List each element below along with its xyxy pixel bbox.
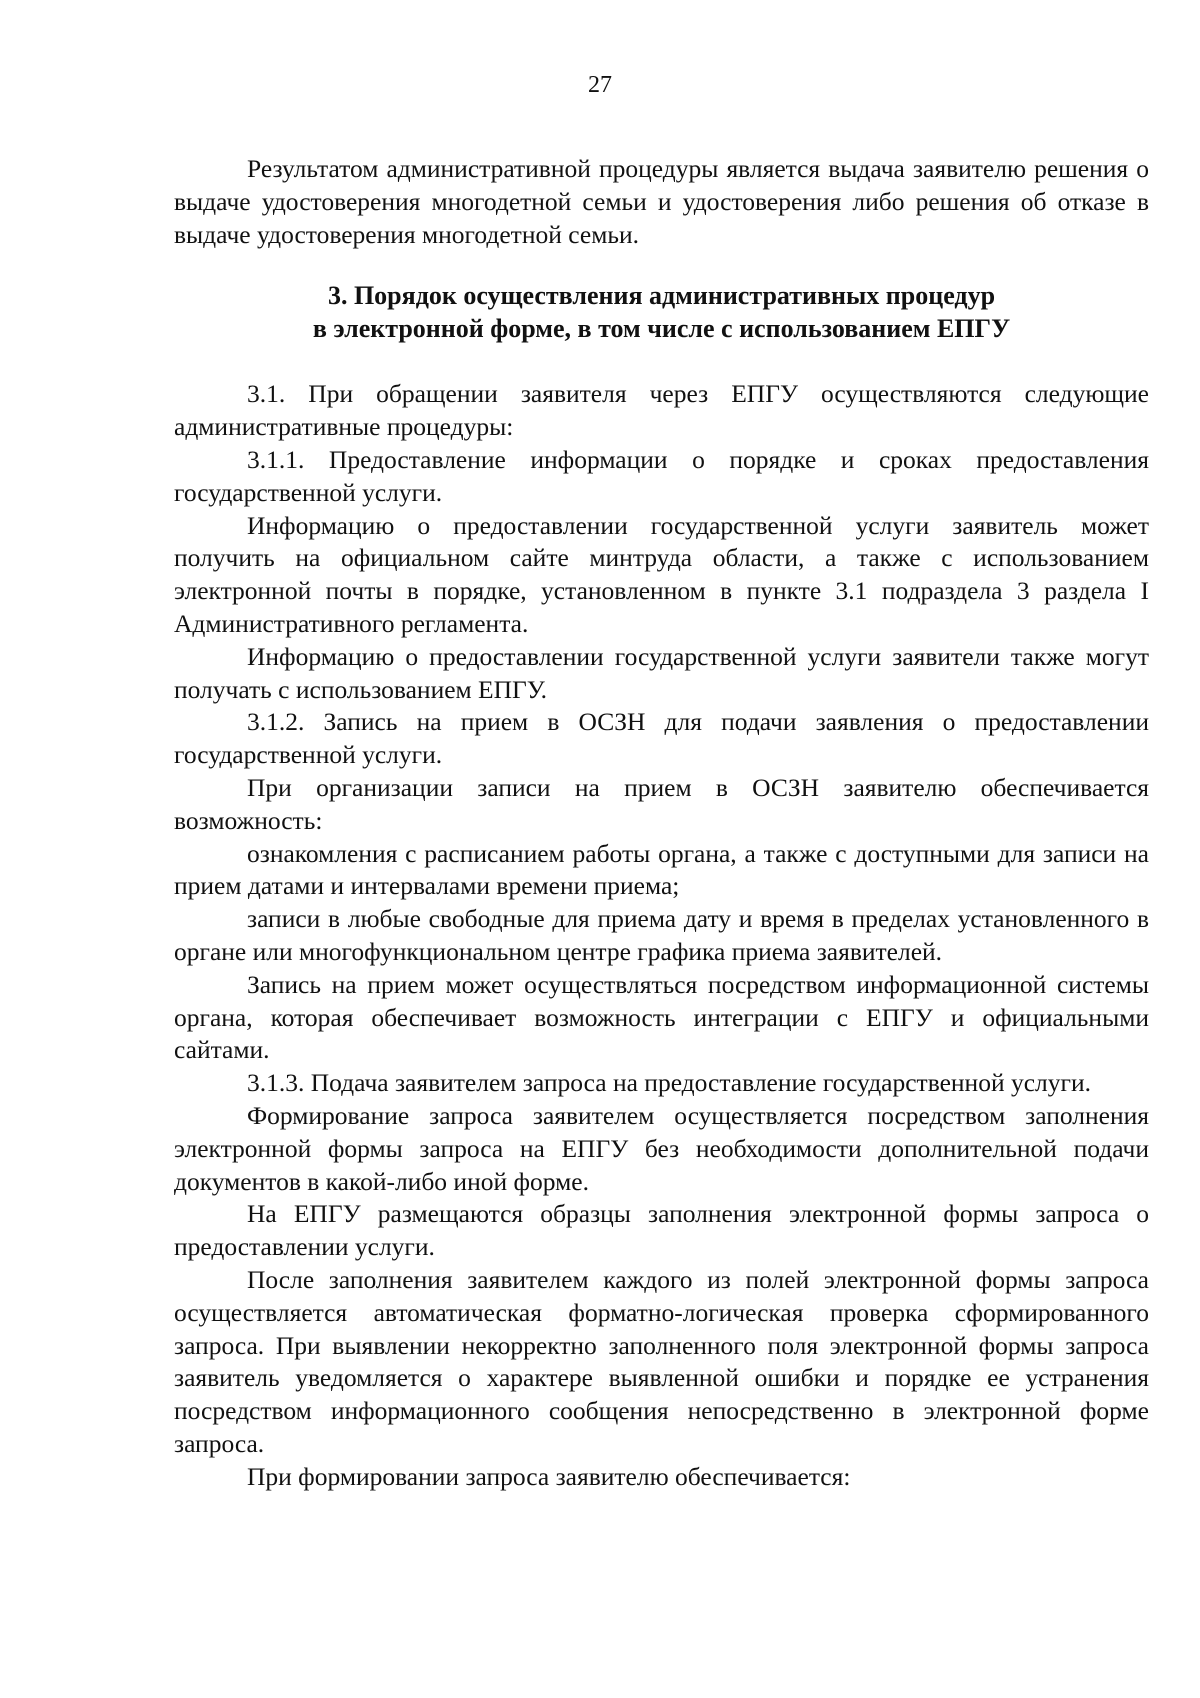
paragraph-request-provision: При формировании запроса заявителю обеспечивается: (247, 1461, 851, 1491)
paragraph-3-1-1: 3.1.1. Предоставление информации о порядке и сроках предоставления государственной услуги. (174, 444, 1149, 507)
paragraph-free-slots: записи в любые свободные для приема дату и время в пределах установленного в органе или многофункциональном центре графика приема заявителей. (174, 904, 1149, 966)
page-number: 27 (588, 72, 612, 98)
paragraph-format-check: После заполнения заявителем каждого из полей электронной формы запроса осуществляется автоматическая форматно-логическая проверка сформированного запроса. При выявлении некорректно заполненного поля электронной формы запроса заявитель уведомляется о характере выявленной ошибки и порядке ее устранения посредством информационного сообщения непосредственно в электронной форме запроса. (174, 1264, 1149, 1458)
paragraph-request-forming: Формирование запроса заявителем осуществляется посредством заполнения электронной формы запроса на ЕПГУ без необходимости дополнительной подачи документов в какой-либо иной форме. (174, 1100, 1149, 1196)
section-heading (174, 279, 1149, 345)
document-body (174, 153, 1149, 1493)
paragraph-info-system: Запись на прием может осуществляться посредством информационной системы органа, которая обеспечивает возможность интеграции с ЕПГУ и официальными сайтами. (174, 969, 1149, 1065)
section-heading-line-2: в электронной форме, в том числе с использованием ЕПГУ (312, 314, 1011, 344)
paragraph-info-website: Информацию о предоставлении государственной услуги заявитель может получить на официальном сайте минтруда области, а также с использованием электронной почты в порядке, установленном в пункте 3.1 подраздела 3 раздела I Административного регламента. (174, 510, 1149, 638)
paragraph-3-1-3: 3.1.3. Подача заявителем запроса на предоставление государственной услуги. (247, 1068, 1091, 1098)
paragraph-info-epgu: Информацию о предоставлении государственной услуги заявители также могут получать с использованием ЕПГУ. (174, 641, 1149, 704)
paragraph-3-1: 3.1. При обращении заявителя через ЕПГУ осуществляются следующие административные процедуры: (174, 379, 1149, 442)
paragraph-3-1-2: 3.1.2. Запись на прием в ОСЗН для подачи заявления о предоставлении государственной услуги. (174, 707, 1149, 770)
section-heading-line-1: 3. Порядок осуществления административных процедур (327, 281, 996, 311)
paragraph-form-samples: На ЕПГУ размещаются образцы заполнения электронной формы запроса о предоставлении услуги. (174, 1199, 1149, 1262)
paragraph-schedule-familiarization: ознакомления с расписанием работы органа, а также с доступными для записи на прием датами и интервалами времени приема; (174, 838, 1149, 901)
paragraph-appointment-possibility: При организации записи на прием в ОСЗН заявителю обеспечивается возможность: (174, 772, 1149, 835)
intro-paragraph: Результатом административной процедуры является выдача заявителю решения о выдаче удостоверения многодетной семьи и удостоверения либо решения об отказе в выдаче удостоверения многодетной семьи. (174, 154, 1149, 249)
